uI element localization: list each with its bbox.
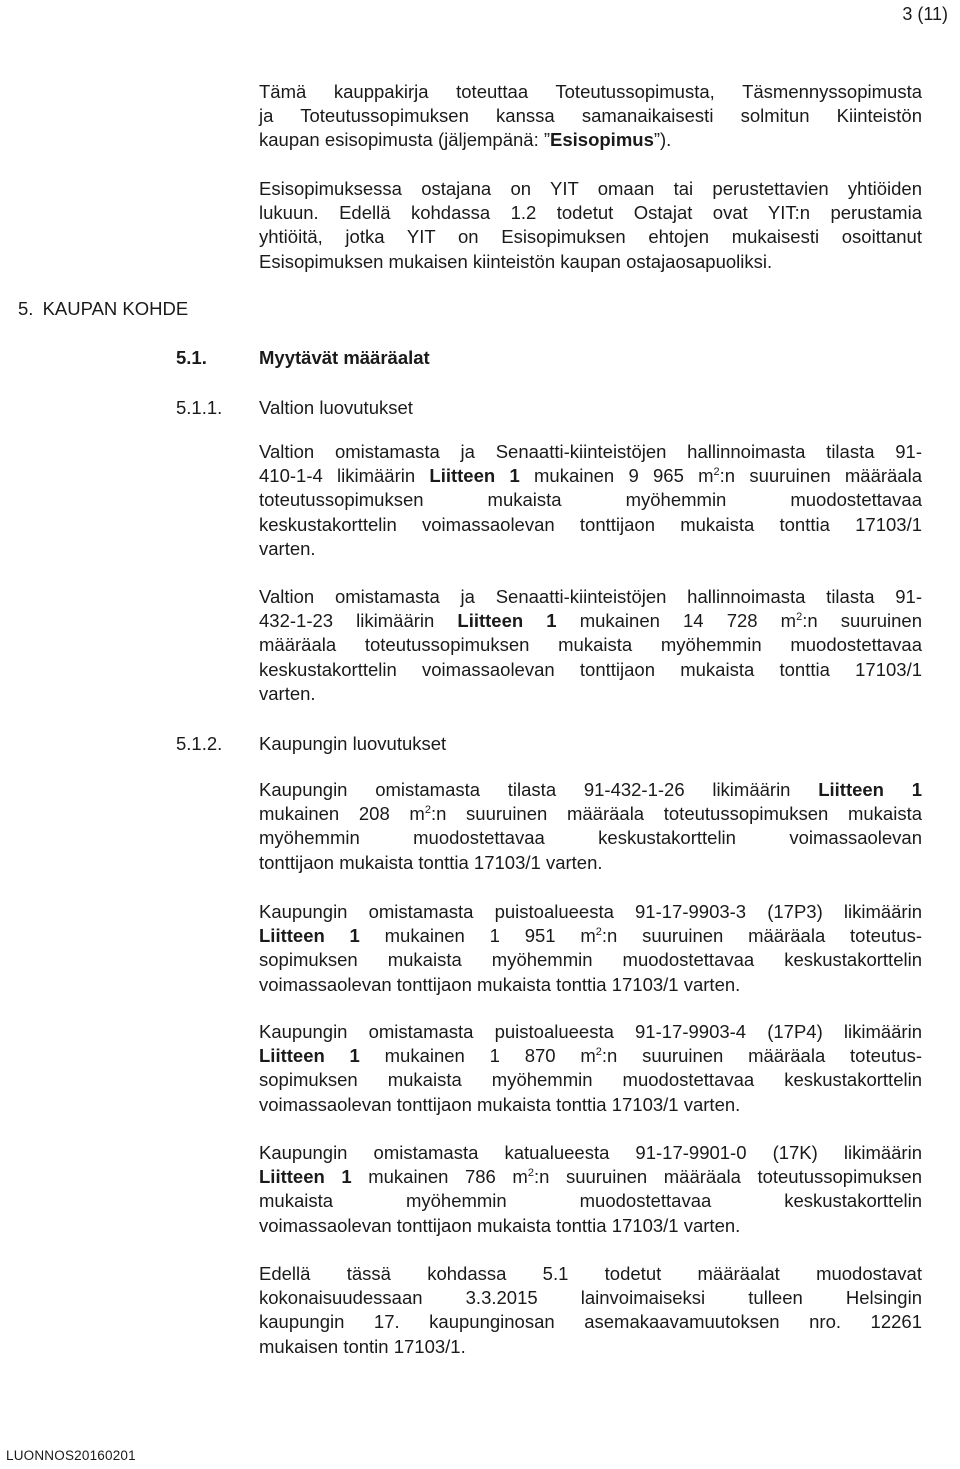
- section-5-1-1-number: 5.1.1.: [176, 397, 223, 418]
- text-line: Kaupungin omistamasta puistoalueesta 91-17-9903-3 (17P3) likimäärin: [259, 901, 922, 922]
- section-5-1-2-number: 5.1.2.: [176, 733, 223, 754]
- text-line: Tämä kauppakirja toteuttaa Toteutussopimusta, Täsmennyssopimusta: [259, 81, 922, 102]
- superscript: 2: [424, 804, 431, 817]
- city-transfer-paragraph-2: [259, 900, 922, 997]
- text-line: voimassaolevan tonttijaon mukaista tonttia 17103/1 varten.: [259, 1093, 741, 1115]
- text-line: Valtion omistamasta ja Senaatti-kiinteistöjen hallinnoimasta tilasta 91-: [259, 441, 922, 462]
- intro-paragraph-1: [259, 80, 922, 153]
- appendix-reference: Liitteen 1: [429, 465, 520, 487]
- superscript: 2: [713, 466, 720, 479]
- text-span: :n suuruinen määräala toteutussopimuksen mukaista: [430, 803, 922, 825]
- text-line: [259, 1044, 922, 1068]
- text-line: varten.: [259, 537, 316, 559]
- text-line: keskustakorttelin voimassaolevan tonttijaon mukaista tonttia 17103/1: [259, 513, 922, 535]
- city-transfer-paragraph-3: [259, 1020, 922, 1117]
- text-span: mukainen 1 870 m: [359, 1045, 596, 1067]
- text-span: mukainen 786 m: [351, 1166, 528, 1188]
- text-line: [259, 1165, 922, 1189]
- text-span: 410-1-4 likimäärin: [259, 465, 430, 487]
- section-5-1-title: Myytävät määräalat: [259, 347, 430, 368]
- appendix-reference: Liitteen 1: [259, 1166, 352, 1188]
- text-span: Kaupungin omistamasta tilasta 91-432-1-26 likimäärin: [259, 779, 819, 800]
- section-5-heading: [18, 297, 188, 321]
- state-transfer-paragraph-2: [259, 585, 922, 706]
- page-number: 3 (11): [902, 4, 948, 24]
- intro-paragraph-2: [259, 177, 922, 274]
- section-title: KAUPAN KOHDE: [42, 298, 189, 319]
- document-footer: LUONNOS20160201: [6, 1448, 136, 1463]
- city-transfer-paragraph-1: [259, 778, 922, 875]
- text-line: [259, 924, 922, 948]
- appendix-reference: Liitteen 1: [457, 610, 557, 632]
- text-line: lukuun. Edellä kohdassa 1.2 todetut Ostajat ovat YIT:n perustamia: [259, 202, 922, 224]
- text-line: [259, 464, 922, 488]
- appendix-reference: Liitteen 1: [259, 925, 360, 947]
- text-line: tonttijaon mukaista tonttia 17103/1 varten.: [259, 851, 603, 873]
- section-5-1-1-title: Valtion luovutukset: [259, 397, 413, 418]
- text-line: Kaupungin omistamasta katualueesta 91-17-9901-0 (17K) likimäärin: [259, 1142, 922, 1163]
- appendix-reference: Liitteen 1: [818, 779, 922, 800]
- text-line: toteutussopimuksen mukaista myöhemmin muodostettavaa: [259, 489, 922, 511]
- text-span: ”).: [653, 129, 672, 151]
- superscript: 2: [595, 1046, 602, 1059]
- text-span: mukainen 1 951 m: [359, 925, 596, 947]
- text-line: voimassaolevan tonttijaon mukaista tonttia 17103/1 varten.: [259, 1214, 741, 1236]
- text-line: ja Toteutussopimuksen kanssa samanaikaisesti solmitun Kiinteistön: [259, 105, 922, 127]
- text-span: kaupan esisopimusta (jäljempänä: ”: [259, 129, 551, 151]
- section-5-1-2-title: Kaupungin luovutukset: [259, 733, 447, 754]
- superscript: 2: [595, 926, 602, 939]
- text-line: sopimuksen mukaista myöhemmin muodostettavaa keskustakorttelin: [259, 949, 922, 971]
- text-line: [259, 609, 922, 633]
- text-line: Esisopimuksen mukaisen kiinteistön kaupan ostajaosapuoliksi.: [259, 250, 773, 272]
- text-span: :n suuruinen määräala toteutus-: [601, 1045, 922, 1067]
- text-line: Edellä tässä kohdassa 5.1 todetut määräalat muodostavat: [259, 1263, 922, 1284]
- section-5-1-number: 5.1.: [176, 347, 207, 368]
- text-span: mukainen 9 965 m: [519, 465, 714, 487]
- superscript: 2: [527, 1167, 534, 1180]
- text-line: [259, 128, 922, 152]
- appendix-reference: Liitteen 1: [259, 1045, 360, 1067]
- text-line: kokonaisuudessaan 3.3.2015 lainvoimaiseksi tulleen Helsingin: [259, 1287, 922, 1309]
- text-line: [259, 802, 922, 826]
- text-line: voimassaolevan tonttijaon mukaista tonttia 17103/1 varten.: [259, 973, 741, 995]
- defined-term: Esisopimus: [550, 129, 654, 151]
- text-span: :n suuruinen: [802, 610, 923, 632]
- text-span: :n suuruinen määräala: [719, 465, 922, 487]
- text-line: sopimuksen mukaista myöhemmin muodostettavaa keskustakorttelin: [259, 1069, 922, 1091]
- text-span: 432-1-23 likimäärin: [259, 610, 458, 632]
- superscript: 2: [796, 611, 803, 624]
- text-line: Valtion omistamasta ja Senaatti-kiinteistöjen hallinnoimasta tilasta 91-: [259, 586, 922, 607]
- text-line: Esisopimuksessa ostajana on YIT omaan tai perustettavien yhtiöiden: [259, 178, 922, 199]
- text-line: yhtiöitä, jotka YIT on Esisopimuksen ehtojen mukaisesti osoittanut: [259, 226, 922, 248]
- text-span: :n suuruinen määräala toteutus-: [601, 925, 922, 947]
- text-span: mukainen 14 728 m: [556, 610, 797, 632]
- text-line: keskustakorttelin voimassaolevan tonttijaon mukaista tonttia 17103/1: [259, 658, 922, 680]
- text-line: myöhemmin muodostettavaa keskustakorttelin voimassaolevan: [259, 827, 922, 849]
- section-number: 5.: [18, 298, 34, 319]
- text-line: mukaista myöhemmin muodostettavaa keskustakorttelin: [259, 1190, 922, 1212]
- summary-paragraph: [259, 1262, 922, 1359]
- text-span: mukainen 208 m: [259, 803, 425, 825]
- text-line: määräala toteutussopimuksen mukaista myöhemmin muodostettavaa: [259, 634, 922, 656]
- text-line: Kaupungin omistamasta puistoalueesta 91-17-9903-4 (17P4) likimäärin: [259, 1021, 922, 1042]
- text-line: [259, 778, 922, 802]
- text-span: :n suuruinen määräala toteutussopimuksen: [533, 1166, 922, 1188]
- text-line: mukaisen tontin 17103/1.: [259, 1335, 466, 1357]
- text-line: kaupungin 17. kaupunginosan asemakaavamuutoksen nro. 12261: [259, 1311, 922, 1333]
- text-line: varten.: [259, 682, 316, 704]
- city-transfer-paragraph-4: [259, 1141, 922, 1238]
- state-transfer-paragraph-1: [259, 440, 922, 561]
